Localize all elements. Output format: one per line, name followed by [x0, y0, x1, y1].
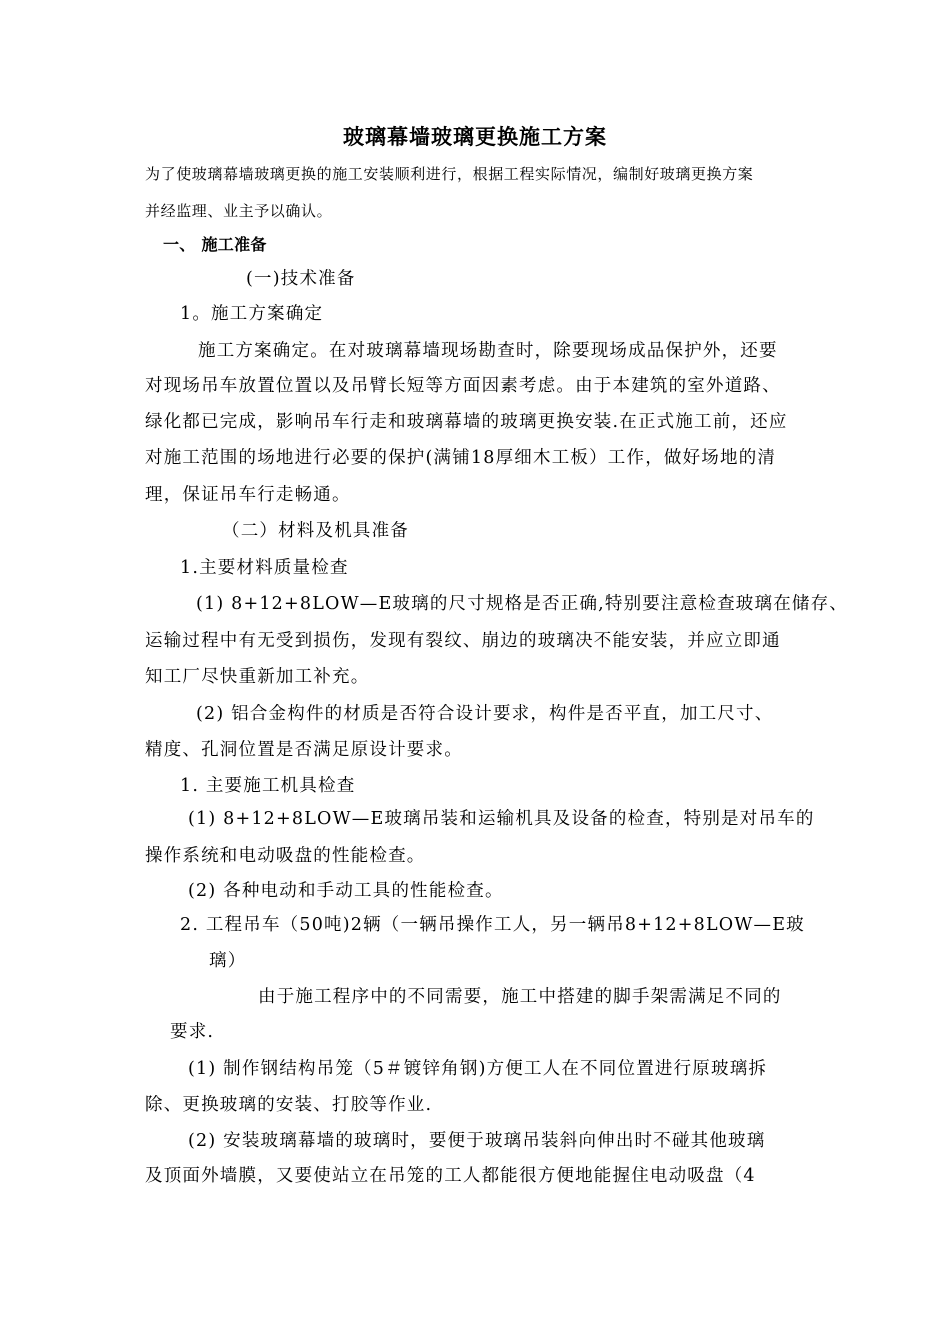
paragraph-line: (1) 8+12+8LOW—E玻璃的尺寸规格是否正确,特别要注意检查玻璃在储存、: [196, 594, 849, 614]
subsection-heading-2: （二）材料及机具准备: [222, 521, 409, 541]
section-heading: 一、 施工准备: [163, 235, 267, 254]
paragraph-line: 精度、孔洞位置是否满足原设计要求。: [145, 740, 463, 760]
paragraph-line: 由于施工程序中的不同需要，施工中搭建的脚手架需满足不同的: [258, 987, 782, 1007]
paragraph-line: (2) 铝合金构件的材质是否符合设计要求，构件是否平直，加工尺寸、: [196, 704, 774, 724]
paragraph-line: (1) 制作钢结构吊笼（5＃镀锌角钢)方便工人在不同位置进行原玻璃拆: [188, 1059, 768, 1079]
paragraph-line: 对现场吊车放置位置以及吊臂长短等方面因素考虑。由于本建筑的室外道路、: [145, 376, 781, 396]
intro-line-1: 为了使玻璃幕墙玻璃更换的施工安装顺利进行，根据工程实际情况，编制好玻璃更换方案: [145, 165, 754, 183]
paragraph-line: 运输过程中有无受到损伤，发现有裂纹、崩边的玻璃决不能安装，并应立即通: [145, 631, 781, 651]
paragraph-line: 对施工范围的场地进行必要的保护(满铺18厚细木工板）工作，做好场地的清: [145, 448, 777, 468]
paragraph-line: (2) 各种电动和手动工具的性能检查。: [188, 881, 504, 901]
paragraph-line: (1) 8+12+8LOW—E玻璃吊装和运输机具及设备的检查，特别是对吊车的: [188, 809, 815, 829]
paragraph-line: 施工方案确定。在对玻璃幕墙现场勘查时，除要现场成品保护外，还要: [198, 341, 778, 361]
paragraph-line: 2. 工程吊车（50吨)2辆（一辆吊操作工人，另一辆吊8+12+8LOW—E玻: [180, 915, 805, 935]
paragraph-line: 及顶面外墙膜，又要使站立在吊笼的工人都能很方便地能握住电动吸盘（4: [145, 1166, 756, 1186]
paragraph-line: 理，保证吊车行走畅通。: [145, 485, 351, 505]
paragraph-line: 要求.: [170, 1022, 215, 1042]
document-title: 玻璃幕墙玻璃更换施工方案: [343, 125, 607, 149]
paragraph-line: 操作系统和电动吸盘的性能检查。: [145, 846, 426, 866]
paragraph-line: (2) 安装玻璃幕墙的玻璃时，要便于玻璃吊装斜向伸出时不碰其他玻璃: [188, 1131, 766, 1151]
paragraph-line: 绿化都已完成，影响吊车行走和玻璃幕墙的玻璃更换安装.在正式施工前，还应: [145, 412, 788, 432]
paragraph-line: 除、更换玻璃的安装、打胶等作业.: [145, 1095, 433, 1115]
paragraph-line: 知工厂尽快重新加工补充。: [145, 667, 370, 687]
subsection-heading-1: (一)技术准备: [246, 269, 356, 289]
item-heading: 1。施工方案确定: [180, 304, 324, 324]
item-heading: 1. 主要施工机具检查: [180, 776, 356, 796]
paragraph-line: 璃）: [209, 951, 247, 971]
item-heading: 1.主要材料质量检查: [180, 558, 349, 578]
intro-line-2: 并经监理、业主予以确认。: [145, 202, 333, 220]
